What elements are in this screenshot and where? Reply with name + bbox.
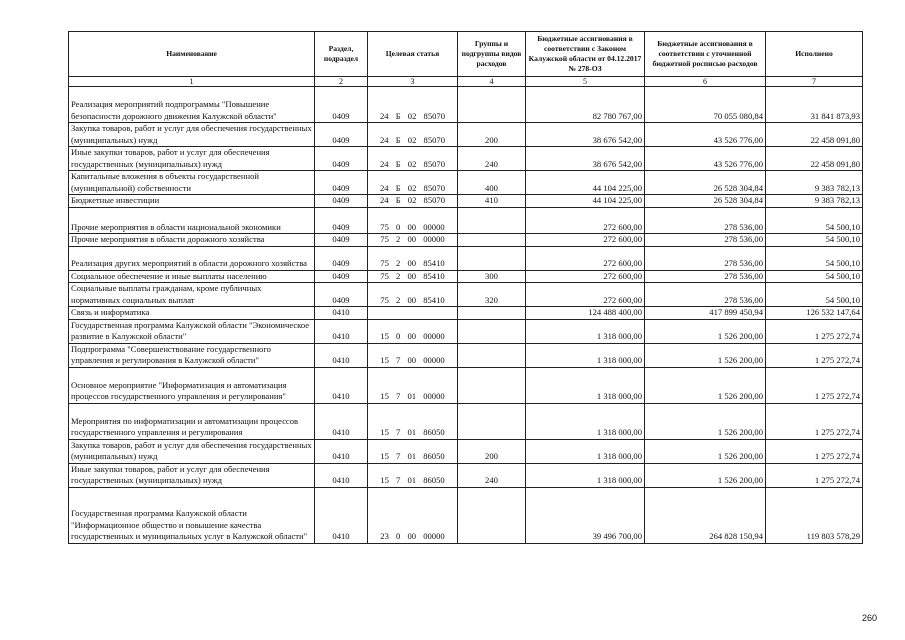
row-name: Мероприятия по информатизации и автоматизации процессов государственного управления и регулирования bbox=[69, 403, 315, 439]
column-number-row bbox=[69, 77, 863, 87]
row-budget-updated: 1 526 200,00 bbox=[645, 463, 766, 487]
row-budget-updated: 43 526 776,00 bbox=[645, 147, 766, 171]
row-section: 0409 bbox=[315, 283, 368, 307]
row-group: 320 bbox=[458, 283, 526, 307]
header-target: Целевая статья bbox=[368, 32, 458, 77]
row-budget-law: 272 600,00 bbox=[526, 207, 645, 234]
row-group: 300 bbox=[458, 270, 526, 283]
row-name: Иные закупки товаров, работ и услуг для обеспечения государственных (муниципальных) нужд bbox=[69, 463, 315, 487]
row-executed: 1 275 272,74 bbox=[766, 319, 863, 343]
row-budget-law: 39 496 700,00 bbox=[526, 487, 645, 543]
row-target: 24 Б 02 85070 bbox=[368, 147, 458, 171]
table-row bbox=[69, 439, 863, 463]
row-executed: 1 275 272,74 bbox=[766, 403, 863, 439]
row-target: 24 Б 02 85070 bbox=[368, 171, 458, 195]
table-row bbox=[69, 307, 863, 320]
column-number: 5 bbox=[526, 77, 645, 87]
row-executed: 1 275 272,74 bbox=[766, 463, 863, 487]
row-target: 15 7 00 00000 bbox=[368, 343, 458, 367]
row-target: 15 7 01 00000 bbox=[368, 367, 458, 403]
header-budget-law: Бюджетные ассигнования в соответствии с Законом Калужской области от 04.12.2017 № 278-ОЗ bbox=[526, 32, 645, 77]
row-section: 0409 bbox=[315, 270, 368, 283]
row-section: 0409 bbox=[315, 87, 368, 123]
row-executed: 126 532 147,64 bbox=[766, 307, 863, 320]
table-row bbox=[69, 147, 863, 171]
row-name: Прочие мероприятия в области национальной экономики bbox=[69, 207, 315, 234]
row-name: Основное мероприятие "Информатизация и автоматизация процессов государственного управления и регулирования" bbox=[69, 367, 315, 403]
header-executed: Исполнено bbox=[766, 32, 863, 77]
row-target: 24 Б 02 85070 bbox=[368, 87, 458, 123]
row-section: 0410 bbox=[315, 463, 368, 487]
row-budget-updated: 43 526 776,00 bbox=[645, 123, 766, 147]
row-executed: 54 500,10 bbox=[766, 246, 863, 270]
table-row bbox=[69, 207, 863, 234]
row-target: 15 7 01 86050 bbox=[368, 403, 458, 439]
row-group bbox=[458, 403, 526, 439]
row-target: 24 Б 02 85070 bbox=[368, 123, 458, 147]
table-row bbox=[69, 234, 863, 247]
row-target: 24 Б 02 85070 bbox=[368, 195, 458, 208]
row-group bbox=[458, 343, 526, 367]
table-row bbox=[69, 343, 863, 367]
column-number: 2 bbox=[315, 77, 368, 87]
row-target: 75 2 00 85410 bbox=[368, 246, 458, 270]
row-target: 75 0 00 00000 bbox=[368, 207, 458, 234]
row-budget-law: 124 488 400,00 bbox=[526, 307, 645, 320]
row-budget-updated: 278 536,00 bbox=[645, 246, 766, 270]
row-group: 240 bbox=[458, 147, 526, 171]
row-budget-law: 38 676 542,00 bbox=[526, 123, 645, 147]
row-budget-updated: 1 526 200,00 bbox=[645, 403, 766, 439]
row-name: Подпрограмма "Совершенствование государственного управления и регулирования в Калужской области" bbox=[69, 343, 315, 367]
header-name: Наименование bbox=[69, 32, 315, 77]
row-target: 23 0 00 00000 bbox=[368, 487, 458, 543]
row-group bbox=[458, 487, 526, 543]
row-group bbox=[458, 307, 526, 320]
row-group: 200 bbox=[458, 123, 526, 147]
row-section: 0409 bbox=[315, 195, 368, 208]
row-budget-law: 1 318 000,00 bbox=[526, 367, 645, 403]
row-section: 0410 bbox=[315, 487, 368, 543]
column-number: 4 bbox=[458, 77, 526, 87]
row-name: Связь и информатика bbox=[69, 307, 315, 320]
row-budget-law: 82 780 767,00 bbox=[526, 87, 645, 123]
row-budget-updated: 26 528 304,84 bbox=[645, 171, 766, 195]
row-budget-updated: 1 526 200,00 bbox=[645, 367, 766, 403]
row-name: Государственная программа Калужской области "Экономическое развитие в Калужской области" bbox=[69, 319, 315, 343]
column-number: 6 bbox=[645, 77, 766, 87]
row-name: Социальное обеспечение и иные выплаты населению bbox=[69, 270, 315, 283]
row-section: 0410 bbox=[315, 319, 368, 343]
row-group: 240 bbox=[458, 463, 526, 487]
row-executed: 54 500,10 bbox=[766, 270, 863, 283]
table-row bbox=[69, 283, 863, 307]
row-budget-law: 1 318 000,00 bbox=[526, 403, 645, 439]
row-budget-updated: 278 536,00 bbox=[645, 270, 766, 283]
row-budget-updated: 1 526 200,00 bbox=[645, 343, 766, 367]
row-budget-law: 272 600,00 bbox=[526, 246, 645, 270]
row-section: 0409 bbox=[315, 234, 368, 247]
row-name: Закупка товаров, работ и услуг для обеспечения государственных (муниципальных) нужд bbox=[69, 123, 315, 147]
row-executed: 54 500,10 bbox=[766, 234, 863, 247]
row-executed: 1 275 272,74 bbox=[766, 367, 863, 403]
row-group bbox=[458, 87, 526, 123]
row-group bbox=[458, 207, 526, 234]
row-section: 0410 bbox=[315, 439, 368, 463]
row-target bbox=[368, 307, 458, 320]
row-budget-updated: 278 536,00 bbox=[645, 234, 766, 247]
row-executed: 1 275 272,74 bbox=[766, 343, 863, 367]
table-row bbox=[69, 195, 863, 208]
row-budget-law: 272 600,00 bbox=[526, 283, 645, 307]
budget-table bbox=[68, 31, 863, 544]
row-executed: 54 500,10 bbox=[766, 283, 863, 307]
row-section: 0409 bbox=[315, 123, 368, 147]
row-budget-updated: 1 526 200,00 bbox=[645, 319, 766, 343]
row-section: 0409 bbox=[315, 246, 368, 270]
row-executed: 9 383 782,13 bbox=[766, 171, 863, 195]
row-group: 200 bbox=[458, 439, 526, 463]
table-row bbox=[69, 171, 863, 195]
row-section: 0410 bbox=[315, 367, 368, 403]
row-group bbox=[458, 234, 526, 247]
row-name: Реализация мероприятий подпрограммы "Повышение безопасности дорожного движения Калужской области" bbox=[69, 87, 315, 123]
header-budget-updated: Бюджетные ассигнования в соответствии с уточненной бюджетной росписью расходов bbox=[645, 32, 766, 77]
table-row bbox=[69, 463, 863, 487]
table-row bbox=[69, 270, 863, 283]
row-target: 75 2 00 85410 bbox=[368, 283, 458, 307]
row-executed: 1 275 272,74 bbox=[766, 439, 863, 463]
table-row bbox=[69, 403, 863, 439]
row-target: 15 7 01 86050 bbox=[368, 463, 458, 487]
row-executed: 31 841 873,93 bbox=[766, 87, 863, 123]
row-section: 0410 bbox=[315, 403, 368, 439]
row-target: 75 2 00 85410 bbox=[368, 270, 458, 283]
row-section: 0409 bbox=[315, 147, 368, 171]
row-section: 0410 bbox=[315, 307, 368, 320]
column-number: 1 bbox=[69, 77, 315, 87]
row-budget-updated: 278 536,00 bbox=[645, 207, 766, 234]
row-budget-updated: 417 899 450,94 bbox=[645, 307, 766, 320]
row-group bbox=[458, 246, 526, 270]
row-budget-law: 272 600,00 bbox=[526, 270, 645, 283]
row-budget-updated: 70 055 080,84 bbox=[645, 87, 766, 123]
table-row bbox=[69, 487, 863, 543]
row-budget-law: 1 318 000,00 bbox=[526, 343, 645, 367]
column-number: 7 bbox=[766, 77, 863, 87]
row-budget-updated: 278 536,00 bbox=[645, 283, 766, 307]
row-group bbox=[458, 319, 526, 343]
header-groups: Группы и подгруппы видов расходов bbox=[458, 32, 526, 77]
row-executed: 22 458 091,80 bbox=[766, 147, 863, 171]
row-budget-law: 44 104 225,00 bbox=[526, 195, 645, 208]
row-group: 400 bbox=[458, 171, 526, 195]
row-target: 15 0 00 00000 bbox=[368, 319, 458, 343]
table-row bbox=[69, 319, 863, 343]
row-executed: 22 458 091,80 bbox=[766, 123, 863, 147]
row-name: Бюджетные инвестиции bbox=[69, 195, 315, 208]
column-number: 3 bbox=[368, 77, 458, 87]
row-budget-updated: 26 528 304,84 bbox=[645, 195, 766, 208]
row-group: 410 bbox=[458, 195, 526, 208]
row-section: 0410 bbox=[315, 343, 368, 367]
row-target: 75 2 00 00000 bbox=[368, 234, 458, 247]
table-row bbox=[69, 367, 863, 403]
row-name: Государственная программа Калужской области "Информационное общество и повышение качества государственных и муниципальных услуг в Калужской области" bbox=[69, 487, 315, 543]
row-name: Социальные выплаты гражданам, кроме публичных нормативных социальных выплат bbox=[69, 283, 315, 307]
row-name: Реализация других мероприятий в области дорожного хозяйства bbox=[69, 246, 315, 270]
row-budget-law: 272 600,00 bbox=[526, 234, 645, 247]
row-executed: 54 500,10 bbox=[766, 207, 863, 234]
row-executed: 9 383 782,13 bbox=[766, 195, 863, 208]
row-budget-updated: 1 526 200,00 bbox=[645, 439, 766, 463]
row-budget-law: 38 676 542,00 bbox=[526, 147, 645, 171]
page-number: 260 bbox=[862, 613, 878, 623]
row-group bbox=[458, 367, 526, 403]
row-budget-law: 1 318 000,00 bbox=[526, 319, 645, 343]
header-section: Раздел, подраздел bbox=[315, 32, 368, 77]
table-row bbox=[69, 123, 863, 147]
row-section: 0409 bbox=[315, 171, 368, 195]
row-name: Закупка товаров, работ и услуг для обеспечения государственных (муниципальных) нужд bbox=[69, 439, 315, 463]
row-budget-law: 1 318 000,00 bbox=[526, 463, 645, 487]
row-target: 15 7 01 86050 bbox=[368, 439, 458, 463]
row-budget-updated: 264 828 150,94 bbox=[645, 487, 766, 543]
row-section: 0409 bbox=[315, 207, 368, 234]
table-row bbox=[69, 87, 863, 123]
row-budget-law: 44 104 225,00 bbox=[526, 171, 645, 195]
row-budget-law: 1 318 000,00 bbox=[526, 439, 645, 463]
table-row bbox=[69, 246, 863, 270]
row-name: Иные закупки товаров, работ и услуг для обеспечения государственных (муниципальных) нужд bbox=[69, 147, 315, 171]
row-executed: 119 803 578,29 bbox=[766, 487, 863, 543]
row-name: Прочие мероприятия в области дорожного хозяйства bbox=[69, 234, 315, 247]
row-name: Капитальные вложения в объекты государственной (муниципальной) собственности bbox=[69, 171, 315, 195]
